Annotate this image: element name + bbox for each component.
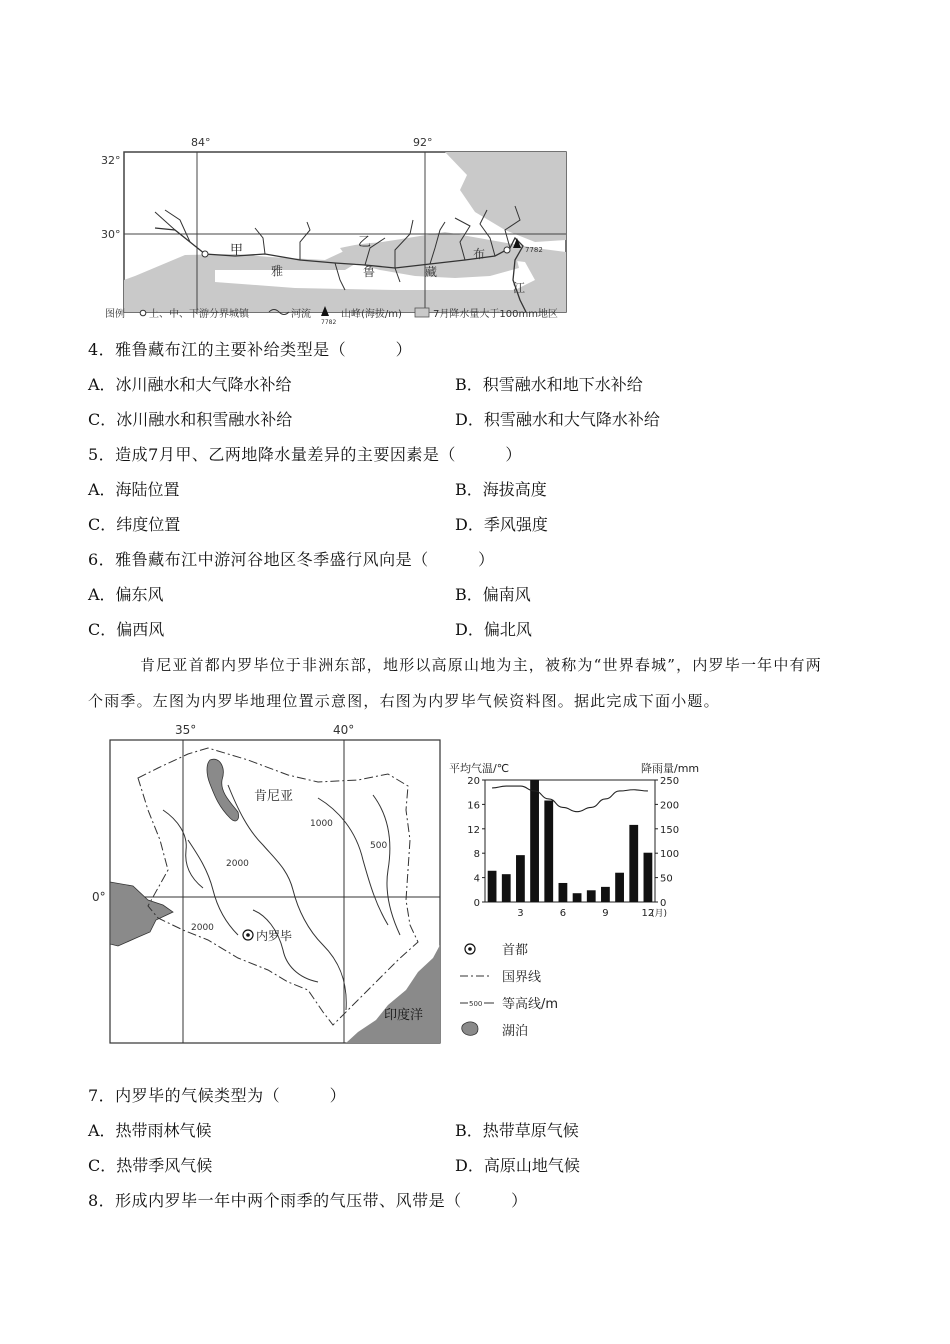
question-7-stem: 7．内罗毕的气候类型为（ ） [88, 1086, 347, 1105]
contour-label-500: 500 [370, 841, 388, 851]
q6-option-d[interactable]: D．偏北风 [455, 620, 532, 639]
legend-prefix: 图例 [105, 309, 125, 320]
capital-label: 内罗毕 [256, 929, 293, 943]
rain-tick-label: 150 [660, 824, 680, 836]
lon-92-label: 92° [413, 136, 433, 149]
map2-legend [460, 938, 620, 1048]
legend-peak: 山峰(海拔/m) [341, 309, 402, 320]
country-label: 肯尼亚 [254, 789, 294, 804]
month-tick-label: 12 [641, 908, 655, 919]
river-char-3: 藏 [425, 265, 438, 279]
rainfall-bar [601, 887, 610, 902]
label-yi: 乙 [358, 235, 372, 250]
legend-town: 上、中、下游分界城镇 [149, 309, 249, 320]
q6-option-c[interactable]: C．偏西风 [88, 620, 165, 639]
lon-84-label: 84° [191, 136, 211, 149]
legend-peak-value: 7782 [321, 319, 337, 325]
contour-label-2000-a: 2000 [226, 859, 249, 869]
legend-river: 河流 [291, 309, 311, 320]
temp-tick-label: 8 [473, 849, 480, 861]
rain-tick-label: 250 [660, 776, 680, 787]
question-4-stem: 4．雅鲁藏布江的主要补给类型是（ ） [88, 340, 413, 359]
q5-option-b[interactable]: B．海拔高度 [455, 480, 547, 499]
rainfall-bar [615, 873, 624, 902]
month-unit-label: (月) [651, 909, 668, 919]
contour-label-2000-b: 2000 [191, 923, 214, 933]
chart-right-axis-label: 降雨量/mm [641, 762, 700, 775]
river-char-2: 鲁 [363, 265, 376, 279]
rainfall-bar [488, 871, 497, 902]
lon-40-label: 40° [333, 723, 355, 737]
q7-option-b[interactable]: B．热带草原气候 [455, 1121, 579, 1140]
rainfall-bar [587, 890, 596, 902]
legend-contour-value: 500 [469, 1000, 483, 1008]
q5-option-a[interactable]: A．海陆位置 [88, 480, 180, 499]
rain-tick-label: 200 [660, 800, 680, 812]
rainfall-bar [530, 780, 539, 902]
question-5-stem: 5．造成7月甲、乙两地降水量差异的主要因素是（ ） [88, 445, 522, 464]
contour-label-1000: 1000 [310, 819, 333, 829]
river-char-5: 江 [513, 281, 526, 295]
legend-lake-label: 湖泊 [502, 1024, 529, 1039]
temperature-line [492, 786, 648, 812]
q4-option-c[interactable]: C．冰川融水和积雪融水补给 [88, 410, 293, 429]
rain-tick-label: 50 [660, 873, 673, 885]
town-icon [140, 310, 146, 316]
legend-contour-label: 等高线/m [502, 997, 559, 1012]
q4-option-b[interactable]: B．积雪融水和地下水补给 [455, 375, 643, 394]
rain-tick-label: 0 [660, 898, 667, 909]
chart-left-axis-label: 平均气温/℃ [449, 762, 510, 775]
temp-tick-label: 16 [467, 800, 480, 812]
month-tick-label: 9 [602, 908, 609, 919]
temp-tick-label: 0 [473, 898, 480, 909]
q5-option-c[interactable]: C．纬度位置 [88, 515, 181, 534]
rain-tick-label: 100 [660, 849, 680, 861]
passage-line-1: 肯尼亚首都内罗毕位于非洲东部，地形以高原山地为主，被称为“世界春城”，内罗毕一年中有两 [140, 656, 822, 674]
lat-32-label: 32° [101, 154, 121, 167]
river-char-4: 布 [473, 247, 486, 261]
rainfall-bar [559, 883, 568, 902]
q7-option-a[interactable]: A．热带雨林气候 [88, 1121, 212, 1140]
q4-option-a[interactable]: A．冰川融水和大气降水补给 [88, 375, 292, 394]
river-char-1: 雅 [271, 264, 284, 278]
month-tick-label: 6 [559, 908, 567, 919]
q6-option-b[interactable]: B．偏南风 [455, 585, 531, 604]
ocean-label: 印度洋 [384, 1008, 424, 1023]
legend-border-label: 国界线 [502, 970, 542, 985]
question-6-stem: 6．雅鲁藏布江中游河谷地区冬季盛行风向是（ ） [88, 550, 495, 569]
kenya-map [88, 720, 448, 1050]
legend-rain: 7月降水量大于100mm地区 [433, 309, 558, 320]
legend-capital-label: 首都 [502, 943, 529, 958]
q5-option-d[interactable]: D．季风强度 [455, 515, 548, 534]
rainfall-bar [644, 853, 653, 902]
lon-35-label: 35° [175, 723, 197, 737]
rainfall-bar [544, 800, 553, 902]
question-8-stem: 8．形成内罗毕一年中两个雨季的气压带、风带是（ ） [88, 1191, 528, 1210]
peak-label: 7782 [525, 246, 543, 254]
rainfall-bar [502, 874, 511, 902]
legend-lake-icon [462, 1022, 478, 1035]
rainfall-bar [516, 855, 525, 902]
q4-option-d[interactable]: D．积雪融水和大气降水补给 [455, 410, 660, 429]
temp-tick-label: 20 [467, 776, 480, 787]
lat-30-label: 30° [101, 228, 121, 241]
rainfall-bar [629, 825, 638, 902]
passage-line-2: 个雨季。左图为内罗毕地理位置示意图，右图为内罗毕气候资料图。据此完成下面小题。 [88, 692, 720, 710]
label-jia: 甲 [230, 243, 244, 258]
yarlung-map [95, 130, 585, 325]
temp-tick-label: 4 [473, 873, 480, 885]
lat-0-label: 0° [92, 890, 106, 904]
q7-option-d[interactable]: D．高原山地气候 [455, 1156, 580, 1175]
q6-option-a[interactable]: A．偏东风 [88, 585, 164, 604]
rain-area-icon [415, 308, 429, 317]
climate-chart [445, 758, 725, 928]
month-tick-label: 3 [517, 908, 524, 919]
q7-option-c[interactable]: C．热带季风气候 [88, 1156, 213, 1175]
rainfall-bar [573, 893, 582, 902]
temp-tick-label: 12 [467, 824, 480, 836]
